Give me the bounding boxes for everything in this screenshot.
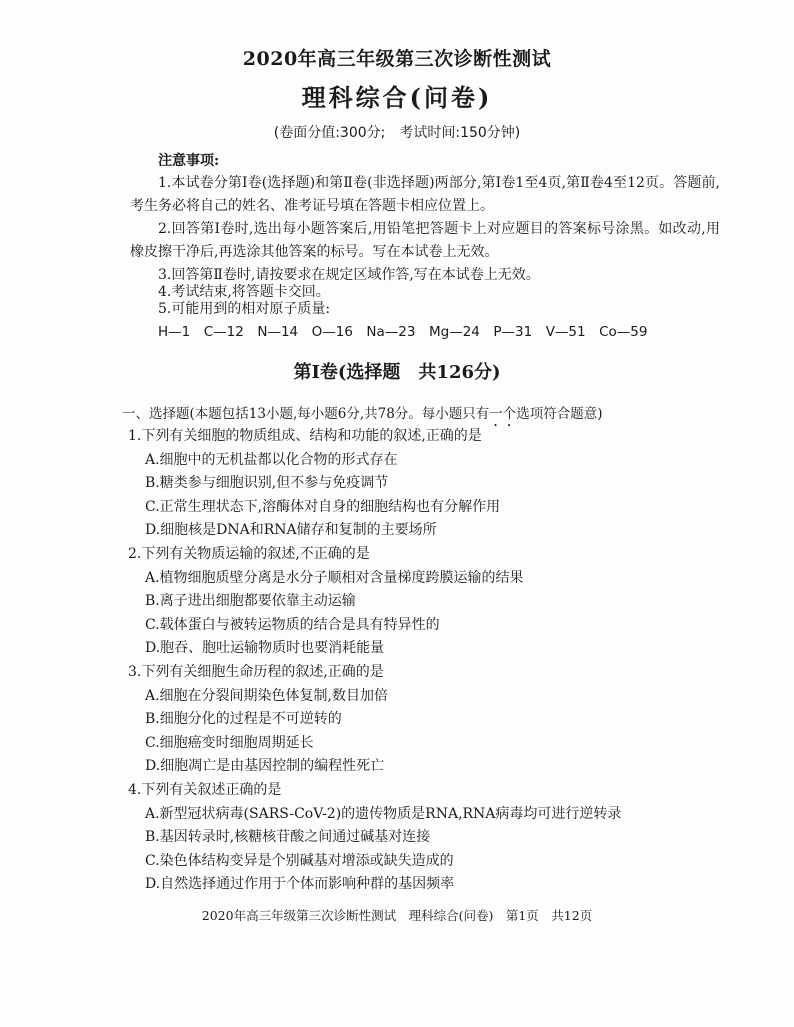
mcq-heading-emphasis: 一个 [489, 406, 517, 422]
exam-title: 2020年高三年级第三次诊断性测试 [242, 48, 552, 70]
option-c: C.载体蛋白与被转运物质的结合是具有特异性的 [145, 616, 440, 633]
notice-item-3: 3.回答第Ⅱ卷时,请按要求在规定区域作答,写在本试卷上无效。 [158, 267, 540, 283]
notice-item-1: 1.本试卷分第Ⅰ卷(选择题)和第Ⅱ卷(非选择题)两部分,第Ⅰ卷1至4页,第Ⅱ卷4至12页。答题前,考生务必将自己的姓名、准考证号填在答题卡相应位置上。 [130, 175, 720, 214]
notice-item-5: 5.可能用到的相对原子质量: [158, 301, 331, 317]
option-a: A.新型冠状病毒(SARS-CoV-2)的遗传物质是RNA,RNA病毒均可进行逆转录 [145, 805, 622, 822]
question-1 [128, 425, 728, 543]
option-b: B.基因转录时,核糖核苷酸之间通过碱基对连接 [145, 829, 431, 846]
question-2 [128, 543, 728, 661]
option-d: D.细胞凋亡是由基因控制的编程性死亡 [145, 758, 385, 775]
option-c: C.细胞癌变时细胞周期延长 [145, 734, 314, 751]
page-footer: 2020年高三年级第三次诊断性测试 理科综合(问卷) 第1页 共12页 [201, 908, 593, 923]
option-b: B.离子进出细胞都要依靠主动运输 [145, 593, 356, 610]
mcq-heading-prefix: 一、选择题(本题包括13小题,每小题6分,共78分。每小题只有 [122, 406, 490, 422]
option-a: A.细胞中的无机盐都以化合物的形式存在 [145, 451, 398, 468]
question-list [128, 425, 728, 897]
section-title: 第Ⅰ卷(选择题 共126分) [293, 362, 501, 383]
exam-subtitle: 理科综合(问卷) [301, 83, 493, 112]
option-b: B.细胞分化的过程是不可逆转的 [145, 711, 342, 728]
notice-item-4: 4.考试结束,将答题卡交回。 [158, 284, 330, 300]
atomic-masses: H—1 C—12 N—14 O—16 Na—23 Mg—24 P—31 V—51 Co—59 [158, 324, 648, 340]
option-b: B.糖类参与细胞识别,但不参与免疫调节 [145, 475, 389, 492]
option-c: C.染色体结构变异是个别碱基对增添或缺失造成的 [145, 852, 454, 869]
option-a: A.植物细胞质壁分离是水分子顺相对含量梯度跨膜运输的结果 [145, 569, 524, 586]
mcq-heading-suffix: 选项符合题意) [516, 406, 603, 422]
question-4 [128, 779, 728, 897]
exam-meta: (卷面分值:300分; 考试时间:150分钟) [273, 125, 521, 141]
notice-item-2: 2.回答第Ⅰ卷时,选出每小题答案后,用铅笔把答题卡上对应题目的答案标号涂黑。如改动,用橡皮擦干净后,再选涂其他答案的标号。写在本试卷上无效。 [130, 221, 720, 260]
option-d: D.自然选择通过作用于个体而影响种群的基因频率 [145, 876, 455, 893]
option-a: A.细胞在分裂间期染色体复制,数目加倍 [145, 687, 389, 704]
option-c: C.正常生理状态下,溶酶体对自身的细胞结构也有分解作用 [145, 498, 501, 515]
question-stem: 2.下列有关物质运输的叙述,不正确的是 [128, 545, 370, 562]
question-stem: 1.下列有关细胞的物质组成、结构和功能的叙述,正确的是 [128, 428, 482, 444]
question-stem: 3.下列有关细胞生命历程的叙述,正确的是 [128, 663, 384, 680]
question-3 [128, 661, 728, 779]
option-d: D.胞吞、胞吐运输物质时也要消耗能量 [145, 640, 385, 657]
question-stem: 4.下列有关叙述正确的是 [128, 781, 282, 798]
notice-heading: 注意事项: [158, 153, 220, 169]
option-d: D.细胞核是DNA和RNA储存和复制的主要场所 [145, 522, 437, 539]
